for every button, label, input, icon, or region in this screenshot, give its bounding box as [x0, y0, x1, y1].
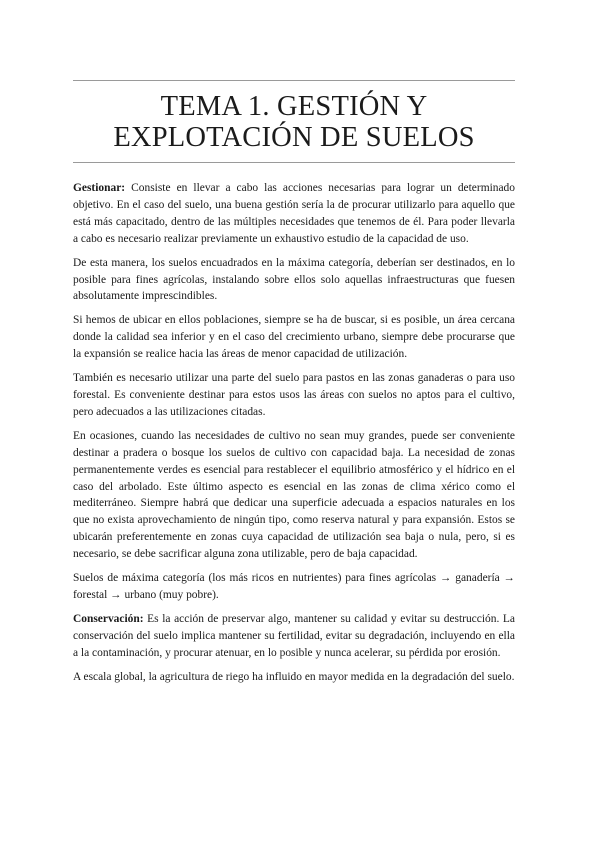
paragraph-pastos-forestal [73, 370, 515, 421]
paragraph-text: También es necesario utilizar una parte del suelo para pastos en las zonas ganaderas o para uso forestal. Es conveniente destinar para estos usos las áreas con suelos no aptos para el cultivo, pero adecuados a las utilizaciones citadas. [73, 372, 515, 418]
paragraph-gestionar [73, 180, 515, 248]
title-top-rule [73, 80, 515, 81]
paragraph-pradera-bosque [73, 428, 515, 563]
paragraph-text: A escala global, la agricultura de riego ha influido en mayor medida en la degradación del suelo. [73, 670, 515, 683]
paragraph-jerarquia-usos [73, 570, 515, 604]
title-bottom-rule [73, 162, 515, 163]
paragraph-text: Suelos de máxima categoría (los más ricos en nutrientes) para fines agrícolas → ganadería → forestal → urbano (muy pobre). [73, 572, 515, 601]
paragraph-text: Si hemos de ubicar en ellos poblaciones, siempre se ha de buscar, si es posible, un área cercana donde la calidad sea inferior y en el caso del crecimiento urbano, siempre debe procurarse que la expansión se realice hacia las áreas de menor capacidad de utilización. [73, 314, 515, 361]
document-title: TEMA 1. GESTIÓN Y EXPLOTACIÓN DE SUELOS [113, 91, 475, 153]
paragraph-poblaciones [73, 312, 515, 363]
term-gestionar: Gestionar: [73, 182, 126, 194]
paragraph-text: Es la acción de preservar algo, mantener su calidad y evitar su destrucción. La conservación del suelo implica mantener su fertilidad, evitar su degradación, incluyendo en ella a la contaminación, y procurar atenuar, en lo posible y nunca acelerar, su pérdida por erosión. [73, 612, 515, 659]
paragraph-text: De esta manera, los suelos encuadrados en la máxima categoría, deberían ser destinados, en lo posible para fines agrícolas, instalando sobre ellos solo aquellas infraestructuras que fuesen absolutamente imprescindibles. [73, 256, 515, 303]
term-conservacion: Conservación: [73, 612, 144, 625]
paragraph-text: Consiste en llevar a cabo las acciones necesarias para lograr un determinado objetivo. En el caso del suelo, una buena gestión sería la de procurar utilizarlo para aquello que está más capacitado, dentro de las múltiples necesidades que tenemos de él. Para poder llevarla a cabo es necesario realizar previamente un exhaustivo estudio de la capacidad de uso. [73, 182, 515, 245]
paragraph-conservacion [73, 611, 515, 662]
document-body [73, 180, 515, 692]
paragraph-text: En ocasiones, cuando las necesidades de cultivo no sean muy grandes, puede ser conveniente destinar a pradera o bosque los suelos de cultivo con capacidad baja. La necesidad de zonas permanentemente verdes es esencial para restablecer el equilibrio atmosférico y el hídrico en el caso del arbolado. Este último aspecto es esencial en las zonas de clima xérico como el mediterráneo. Siempre habrá que dedicar una superficie adecuada a espacios naturales en los que no exista aprovechamiento de ningún tipo, como reserva natural y para expansión. Estos se ubicarán preferentemente en zonas cuya capacidad de utilización sea baja o nula, pero, si es necesario, se debe sacrificar alguna zona utilizable, pero de baja capacidad. [73, 429, 515, 561]
paragraph-suelos-maxima-categoria [73, 255, 515, 306]
paragraph-escala-global [73, 669, 515, 686]
